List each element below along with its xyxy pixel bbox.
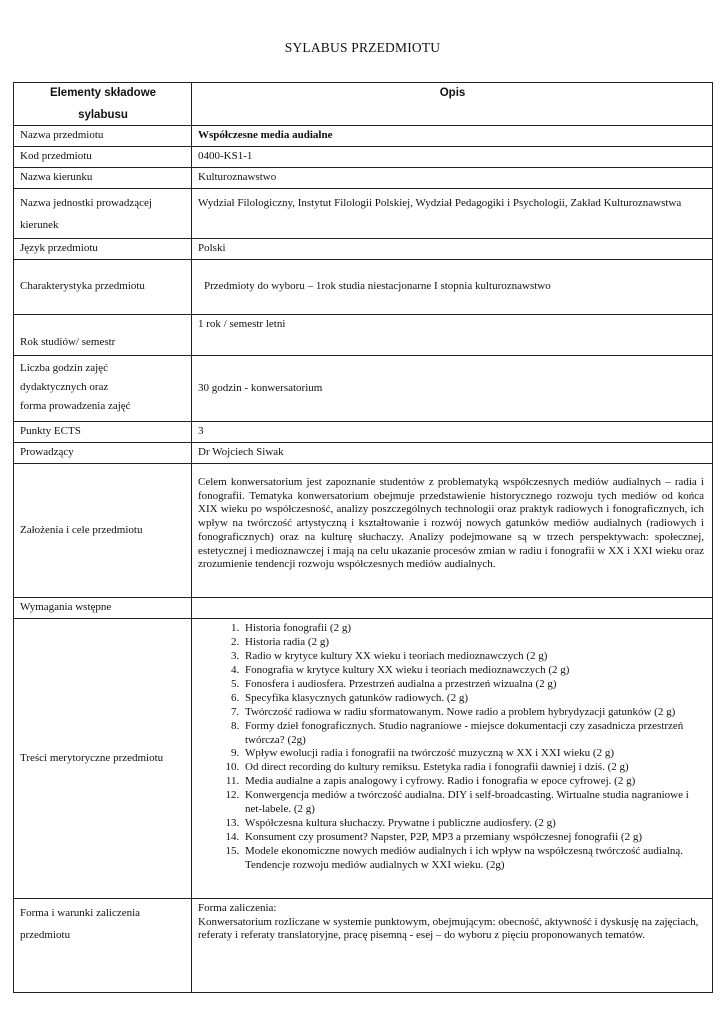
row-course-code — [14, 146, 713, 167]
list-item: 4. Fonografia w krytyce kultury XX wieku i teoriach medioznawczych (2 g) — [242, 664, 707, 678]
label-hours-line3: forma prowadzenia zajęć — [20, 400, 131, 413]
table-header-row — [14, 83, 713, 126]
value-hours: 30 godzin - konwersatorium — [192, 355, 713, 421]
list-item: 13. Współczesna kultura słuchaczy. Prywatne i publiczne audiosfery. (2 g) — [242, 817, 707, 831]
label-goals: Założenia i cele przedmiotu — [14, 463, 192, 597]
value-contents — [192, 618, 713, 898]
label-unit: Nazwa jednostki prowadzącej kierunek — [14, 188, 192, 238]
list-item: 6. Specyfika klasycznych gatunków radiowych. (2 g) — [242, 692, 707, 706]
label-hours — [14, 355, 192, 421]
row-field-name — [14, 167, 713, 188]
row-ects — [14, 421, 713, 442]
assessment-heading: Forma zaliczenia: — [198, 901, 277, 914]
label-assessment-line1: Forma i warunki zaliczenia — [20, 906, 141, 919]
row-contents — [14, 618, 713, 898]
value-field-name: Kulturoznawstwo — [192, 167, 713, 188]
header-elements — [14, 83, 192, 126]
list-item: 15. Modele ekonomiczne nowych mediów audialnych i ich wpływ na współczesną twórczość audialną. Tendencje rozwoju mediów audialnych w XXI wieku. (2g) — [242, 845, 707, 873]
row-goals — [14, 463, 713, 597]
value-prerequisites — [192, 597, 713, 618]
value-goals: Celem konwersatorium jest zapoznanie studentów z problematyką współczesnych mediów audialnych – radia i fonografii. Tematyka konwersatorium obejmuje przedstawienie historycznego rozwoju tych mediów od końca XIX wieku po współczesność, analizy poszczególnych technologii oraz praktyk radiowych i fonograficznych, ich wpływ na twórczość artystyczną i kształtowanie i rozwój nowych gatunków mediów audialnych (radiowych i fonograficznych) oraz na kulturę słuchaczy. Analizy podejmowane są w trzech perspektywach: społecznej, estetycznej i medioznawczej i mają na celu ukazanie procesów zmian w radiu i fonografii w XX i XXI wieku oraz zrozumienie tendencji rozwoju współczesnych mediów audialnych. — [192, 463, 713, 597]
label-lecturer: Prowadzący — [14, 442, 192, 463]
label-characteristics: Charakterystyka przedmiotu — [14, 259, 192, 314]
label-contents: Treści merytoryczne przedmiotu — [14, 618, 192, 898]
row-lecturer — [14, 442, 713, 463]
list-item: 1. Historia fonografii (2 g) — [242, 622, 707, 636]
list-item: 10. Od direct recording do kultury remiksu. Estetyka radia i fonografii dawniej i dziś. (2 g) — [242, 761, 707, 775]
list-item: 8. Formy dzieł fonograficznych. Studio nagraniowe - miejsce dokumentacji czy zasadnicza przestrzeń twórcza? (2g) — [242, 720, 707, 748]
header-elements-line2: sylabusu — [78, 109, 128, 122]
list-item: 2. Historia radia (2 g) — [242, 636, 707, 650]
assessment-text: Konwersatorium rozliczane w systemie punktowym, obejmującym: obecność, aktywność i dyskusję na zajęciach, referaty i referaty translatoryjne, pracę pisemną - esej – do wyboru z pięciu proponowanych tematów. — [198, 915, 699, 942]
list-item: 9. Wpływ ewolucji radia i fonografii na twórczość muzyczną w XX i XXI wieku (2 g) — [242, 747, 707, 761]
list-item: 14. Konsument czy prosument? Napster, P2P, MP3 a przemiany współczesnej fonografii (2 g) — [242, 831, 707, 845]
row-language — [14, 238, 713, 259]
label-course-name: Nazwa przedmiotu — [14, 125, 192, 146]
label-prerequisites: Wymagania wstępne — [14, 597, 192, 618]
topics-list — [198, 622, 707, 873]
row-prerequisites — [14, 597, 713, 618]
label-hours-line1: Liczba godzin zajęć — [20, 361, 108, 374]
value-course-name: Współczesne media audialne — [192, 125, 713, 146]
value-lecturer: Dr Wojciech Siwak — [192, 442, 713, 463]
header-elements-line1: Elementy składowe — [49, 87, 157, 99]
label-assessment-line2: przedmiotu — [20, 928, 71, 941]
label-field-name: Nazwa kierunku — [14, 167, 192, 188]
value-characteristics: Przedmioty do wyboru – 1rok studia niestacjonarne I stopnia kulturoznawstwo — [192, 259, 713, 314]
label-assessment — [14, 898, 192, 992]
row-hours — [14, 355, 713, 421]
row-assessment — [14, 898, 713, 992]
value-year: 1 rok / semestr letni — [192, 314, 713, 355]
list-item: 5. Fonosfera i audiosfera. Przestrzeń audialna a przestrzeń wizualna (2 g) — [242, 678, 707, 692]
value-ects: 3 — [192, 421, 713, 442]
value-course-code: 0400-KS1-1 — [192, 146, 713, 167]
value-language: Polski — [192, 238, 713, 259]
list-item: 12. Konwergencja mediów a twórczość audialna. DIY i self-broadcasting. Wirtualne studia nagraniowe i net-labele. (2 g) — [242, 789, 707, 817]
value-unit: Wydział Filologiczny, Instytut Filologii Polskiej, Wydział Pedagogiki i Psychologii, Zakład Kulturoznawstwa — [192, 188, 713, 238]
label-year: Rok studiów/ semestr — [14, 314, 192, 355]
row-characteristics — [14, 259, 713, 314]
list-item: 7. Twórczość radiowa w radiu sformatowanym. Nowe radio a problem hybrydyzacji gatunków (2 g) — [242, 706, 707, 720]
list-item: 11. Media audialne a zapis analogowy i cyfrowy. Radio i fonografia w epoce cyfrowej. (2 g) — [242, 775, 707, 789]
row-unit — [14, 188, 713, 238]
syllabus-table — [13, 82, 713, 993]
header-description: Opis — [192, 83, 713, 126]
page-title: SYLABUS PRZEDMIOTU — [284, 40, 441, 55]
label-ects: Punkty ECTS — [14, 421, 192, 442]
label-hours-line2: dydaktycznych oraz — [20, 381, 109, 393]
row-year — [14, 314, 713, 355]
label-course-code: Kod przedmiotu — [14, 146, 192, 167]
value-assessment — [192, 898, 713, 992]
list-item: 3. Radio w krytyce kultury XX wieku i teoriach medioznawczych (2 g) — [242, 650, 707, 664]
label-language: Język przedmiotu — [14, 238, 192, 259]
row-course-name — [14, 125, 713, 146]
